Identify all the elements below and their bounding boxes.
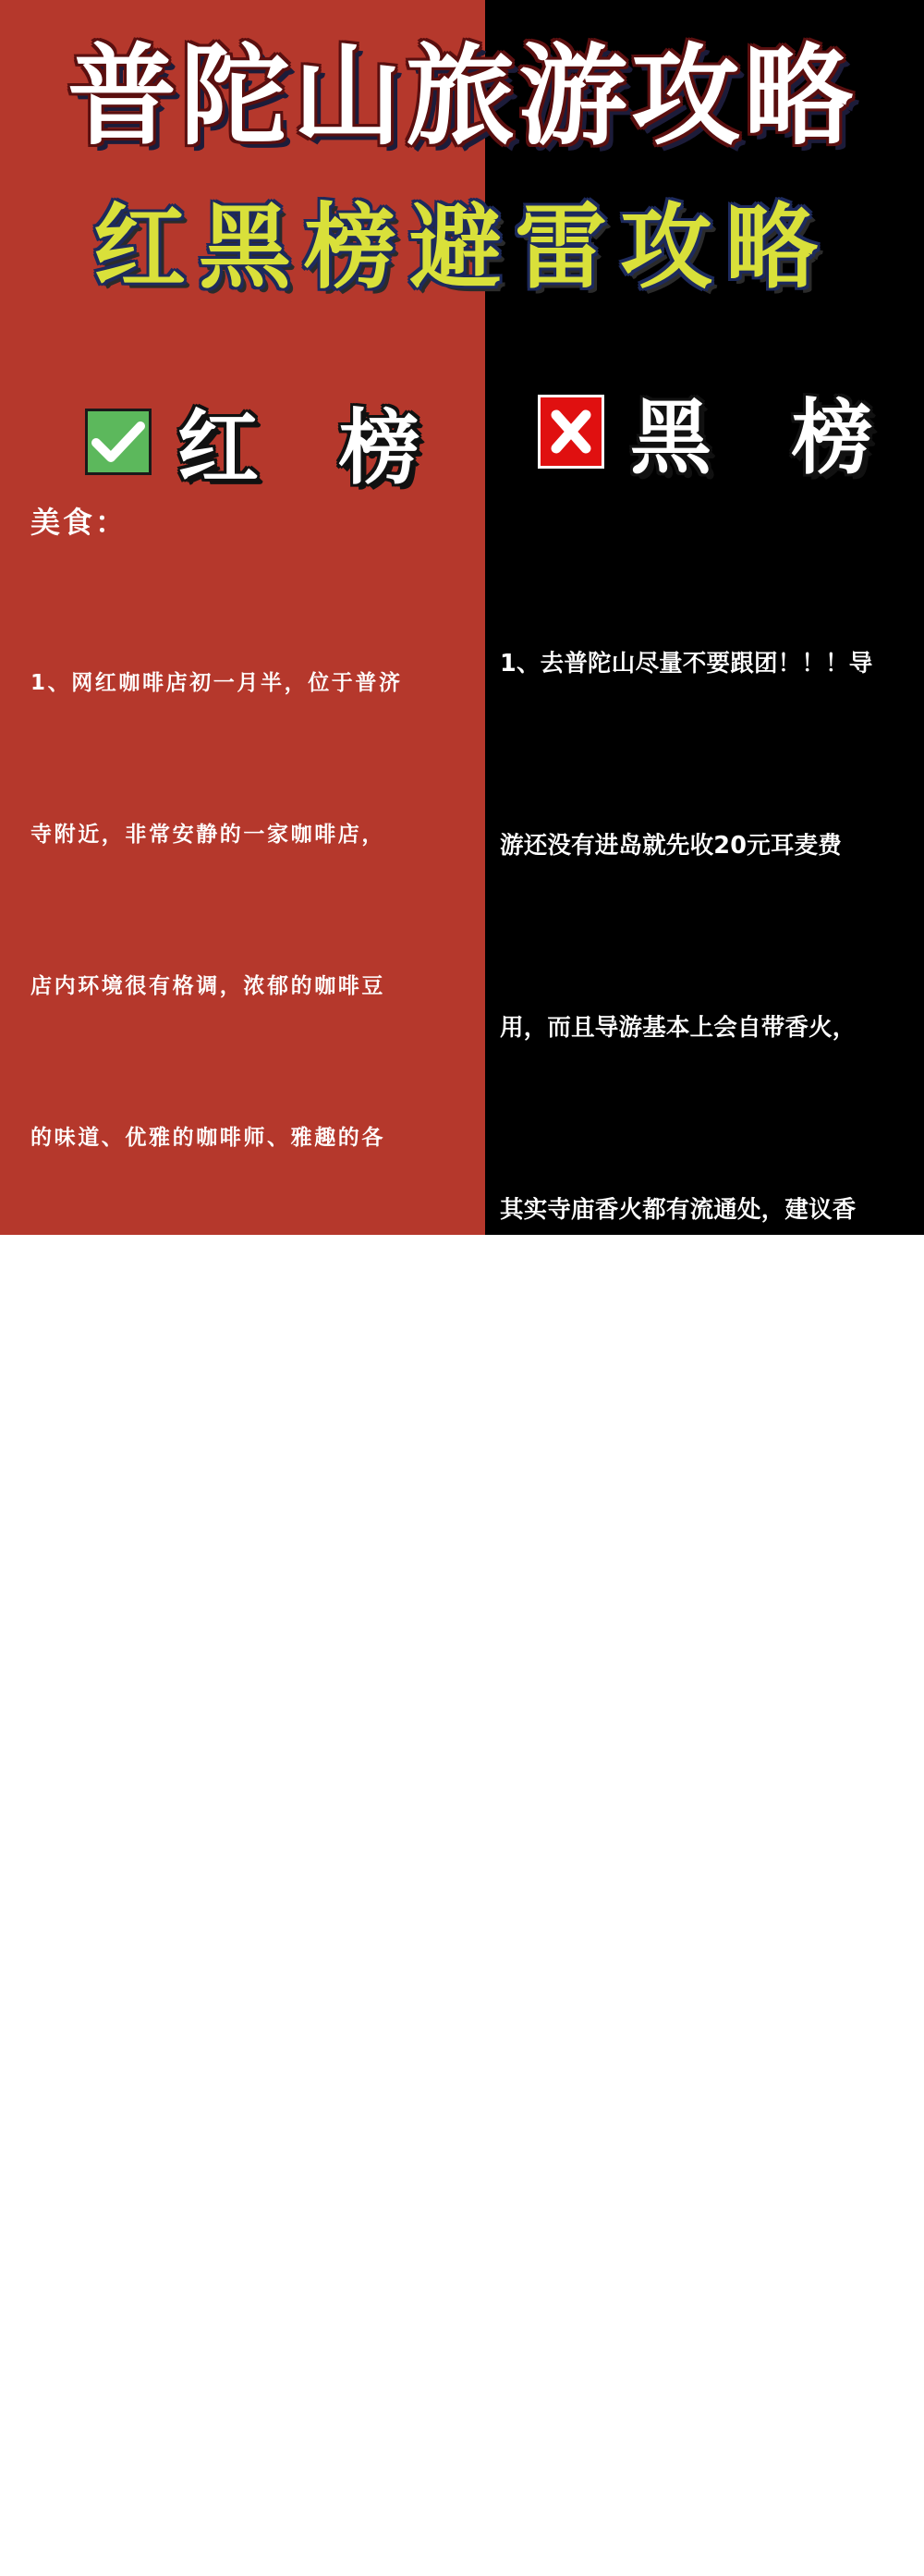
text-line: 贵，这个得做好心理准备！零食、 — [500, 1740, 857, 1769]
text-line: 贵好几倍，说实话不太划算，个人 — [500, 2287, 857, 2315]
black-list-heading — [538, 373, 899, 490]
text-line: 种小物件，非常适合中途停留休息~ — [30, 1276, 406, 1301]
black-list-content — [500, 513, 916, 2574]
text-line: 了一个求姻缘的御守回家，不久就 — [30, 1730, 385, 1755]
text-line: 2、很推荐去龙沙小区附近的素食餐 — [30, 2033, 403, 2058]
text-line: 脱单啦） — [30, 1882, 126, 1907]
text-line: 2、饮食：普陀山景区里面吃饭比较 — [500, 1559, 873, 1588]
text-line: 的味道、优雅的咖啡师、雅趣的各 — [30, 1125, 385, 1150]
text-line: 火去正规地方购买~ — [500, 1377, 711, 1406]
black-list-label: 黑 榜 — [630, 390, 899, 485]
page-title: 普陀山旅游攻略 — [67, 32, 857, 160]
text-line: 1、网红咖啡店初一月半，位于普济 — [30, 671, 403, 696]
text-line: 寺附近，非常安静的一家咖啡店， — [30, 822, 385, 847]
text-line: 建议礼佛还是吃清淡一点！ — [500, 2469, 785, 2497]
text-line: 游还没有进岛就先收20元耳麦费 — [500, 831, 842, 860]
red-list-label: 红 榜 — [177, 400, 446, 495]
page-subtitle: 红黑榜避雷攻略 — [93, 193, 831, 301]
text-line: 的，吃完逛逛也是非常不错的。 — [30, 2487, 362, 2512]
text-line: 具有纪念意义的手提袋（上次去买 — [30, 1579, 385, 1604]
text-line: 用，而且导游基本上会自带香火， — [500, 1013, 857, 1042]
food-section-heading: 美食： — [30, 505, 128, 540]
check-mark-icon — [85, 409, 152, 475]
text-line: 其实寺庙香火都有流通处，建议香 — [500, 1195, 857, 1224]
text-line: 咖啡价格中等，还有各种礼佛香和 — [30, 1428, 385, 1453]
red-list-heading — [85, 384, 446, 500]
text-line: 店内环境很有格调，浓郁的咖啡豆 — [30, 973, 385, 998]
x-mark-icon — [538, 395, 604, 469]
red-list-content — [30, 557, 474, 2576]
text-line: 面包、水建议能带自己带一点！去 — [500, 1923, 857, 1951]
text-line: 1、去普陀山尽量不要跟团！！！导 — [500, 650, 873, 678]
text-line: 厅，20几块一个人，味道还不错， — [30, 2185, 396, 2209]
text-line: 人很多热闹，附近也有各种好吃 — [30, 2336, 362, 2361]
text-line: 过网红店原汁原味，几个菜比外面 — [500, 2105, 857, 2133]
